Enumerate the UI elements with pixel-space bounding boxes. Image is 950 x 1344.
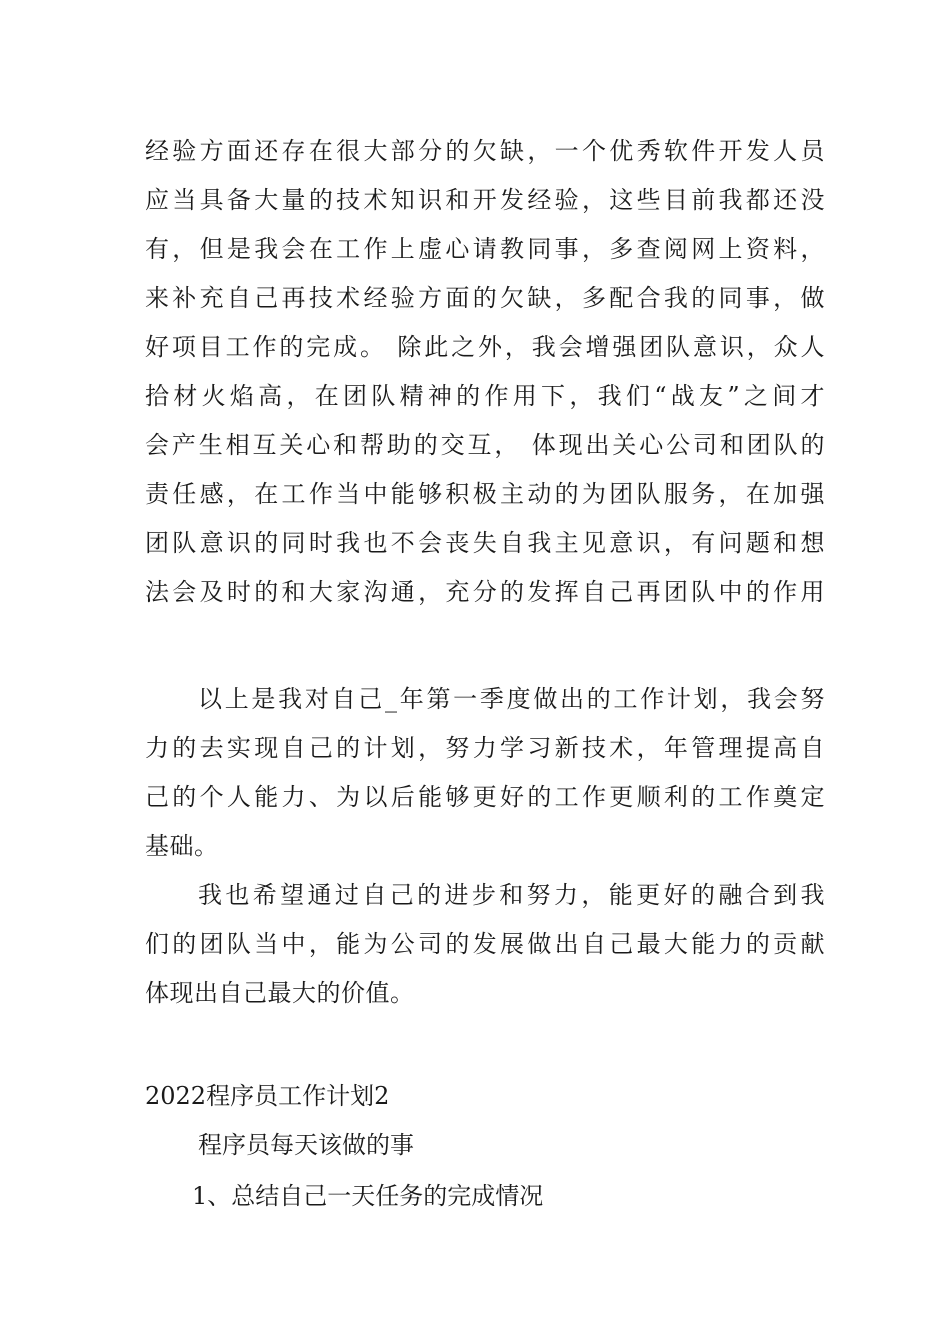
- paragraph-line: 以上是我对自己_年第一季度做出的工作计划，我会努: [198, 685, 825, 713]
- paragraph-line: 来补充自己再技术经验方面的欠缺，多配合我的同事，做: [145, 284, 825, 312]
- subtitle: 程序员每天该做的事: [198, 1131, 414, 1159]
- paragraph-line: 会产生相互关心和帮助的交互， 体现出关心公司和团队的: [145, 431, 825, 459]
- paragraph-line: 体现出自己最大的价值。: [145, 979, 415, 1007]
- paragraph-line: 我也希望通过自己的进步和努力，能更好的融合到我: [198, 881, 825, 909]
- paragraph-line: 责任感，在工作当中能够积极主动的为团队服务，在加强: [145, 480, 825, 508]
- paragraph-line: 力的去实现自己的计划，努力学习新技术，年管理提高自: [145, 734, 825, 762]
- paragraph-line: 法会及时的和大家沟通，充分的发挥自己再团队中的作用: [145, 578, 825, 606]
- paragraph-line: 拾材火焰高，在团队精神的作用下，我们“战友”之间才: [145, 382, 825, 410]
- paragraph-line: 经验方面还存在很大部分的欠缺，一个优秀软件开发人员: [145, 137, 825, 165]
- paragraph-line: 己的个人能力、为以后能够更好的工作更顺利的工作奠定: [145, 783, 825, 811]
- paragraph-line: 有，但是我会在工作上虚心请教同事，多查阅网上资料，: [145, 235, 825, 263]
- paragraph-line: 们的团队当中，能为公司的发展做出自己最大能力的贡献: [145, 930, 825, 958]
- paragraph-line: 基础。: [145, 832, 219, 860]
- list-item: 1、总结自己一天任务的完成情况: [192, 1182, 544, 1210]
- section-title: 2022程序员工作计划2: [145, 1082, 390, 1110]
- paragraph-line: 好项目工作的完成。 除此之外，我会增强团队意识，众人: [145, 333, 825, 361]
- paragraph-line: 团队意识的同时我也不会丧失自我主见意识，有问题和想: [145, 529, 825, 557]
- paragraph-line: 应当具备大量的技术知识和开发经验，这些目前我都还没: [145, 186, 825, 214]
